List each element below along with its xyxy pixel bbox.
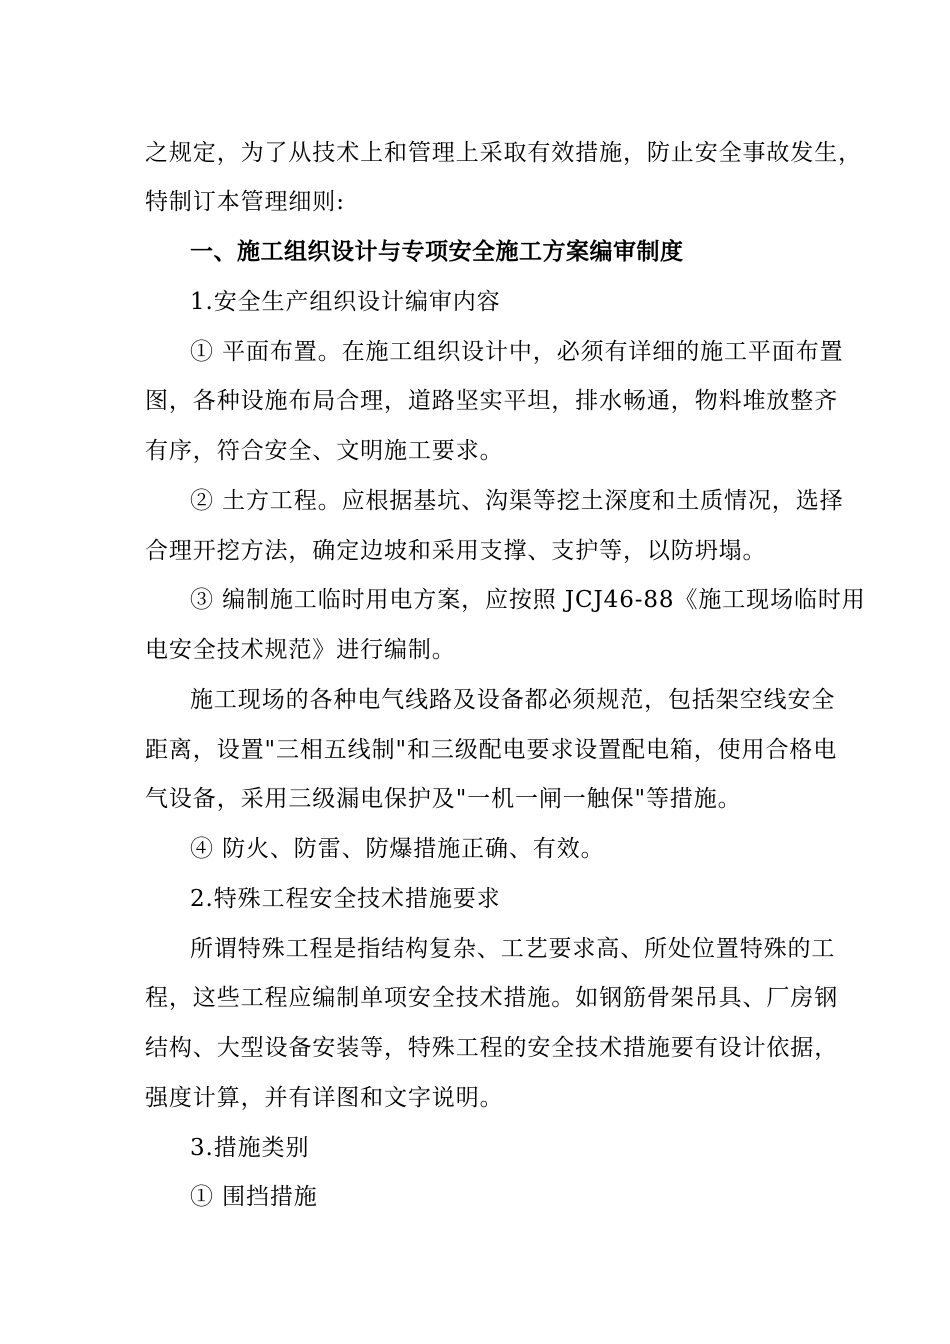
paragraph-line: 距离，设置"三相五线制"和三级配电要求设置配电箱，使用合格电: [145, 737, 838, 763]
paragraph-line: 合理开挖方法，确定边坡和采用支撑、支护等，以防坍塌。: [145, 538, 767, 564]
paragraph-line: ① 平面布置。在施工组织设计中，必须有详细的施工平面布置: [190, 339, 844, 365]
paragraph-line: 图，各种设施布局合理，道路坚实平坦，排水畅通，物料堆放整齐: [145, 388, 839, 414]
paragraph-line: 所谓特殊工程是指结构复杂、工艺要求高、所处位置特殊的工: [190, 936, 836, 962]
paragraph-line: 程，这些工程应编制单项安全技术措施。如钢筋骨架吊具、厂房钢: [145, 985, 839, 1011]
paragraph-line: 有序，符合安全、文明施工要求。: [145, 438, 504, 464]
paragraph-line: ④ 防火、防雷、防爆措施正确、有效。: [190, 836, 605, 862]
section-heading: 一、施工组织设计与专项安全施工方案编审制度: [190, 239, 684, 265]
subsection-heading: 1.安全生产组织设计编审内容: [190, 289, 501, 315]
paragraph-line: 结构、大型设备安装等，特殊工程的安全技术措施要有设计依据，: [145, 1035, 839, 1061]
paragraph-line: ③ 编制施工临时用电方案，应按照 JCJ46-88《施工现场临时用: [190, 587, 866, 613]
subsection-heading: 3.措施类别: [190, 1135, 310, 1161]
paragraph-line: 之规定，为了从技术上和管理上采取有效措施，防止安全事故发生，: [145, 140, 862, 166]
paragraph-line: 施工现场的各种电气线路及设备都必须规范，包括架空线安全: [190, 687, 836, 713]
paragraph-line: ② 土方工程。应根据基坑、沟渠等挖土深度和土质情况，选择: [190, 488, 844, 514]
paragraph-line: 电安全技术规范》进行编制。: [145, 637, 456, 663]
paragraph-line: 特制订本管理细则:: [145, 189, 345, 215]
paragraph-line: 气设备，采用三级漏电保护及"一机一闸一触保"等措施。: [145, 786, 742, 812]
subsection-heading: 2.特殊工程安全技术措施要求: [190, 886, 501, 912]
paragraph-line: ① 围挡措施: [190, 1184, 318, 1210]
paragraph-line: 强度计算，并有详图和文字说明。: [145, 1085, 504, 1111]
